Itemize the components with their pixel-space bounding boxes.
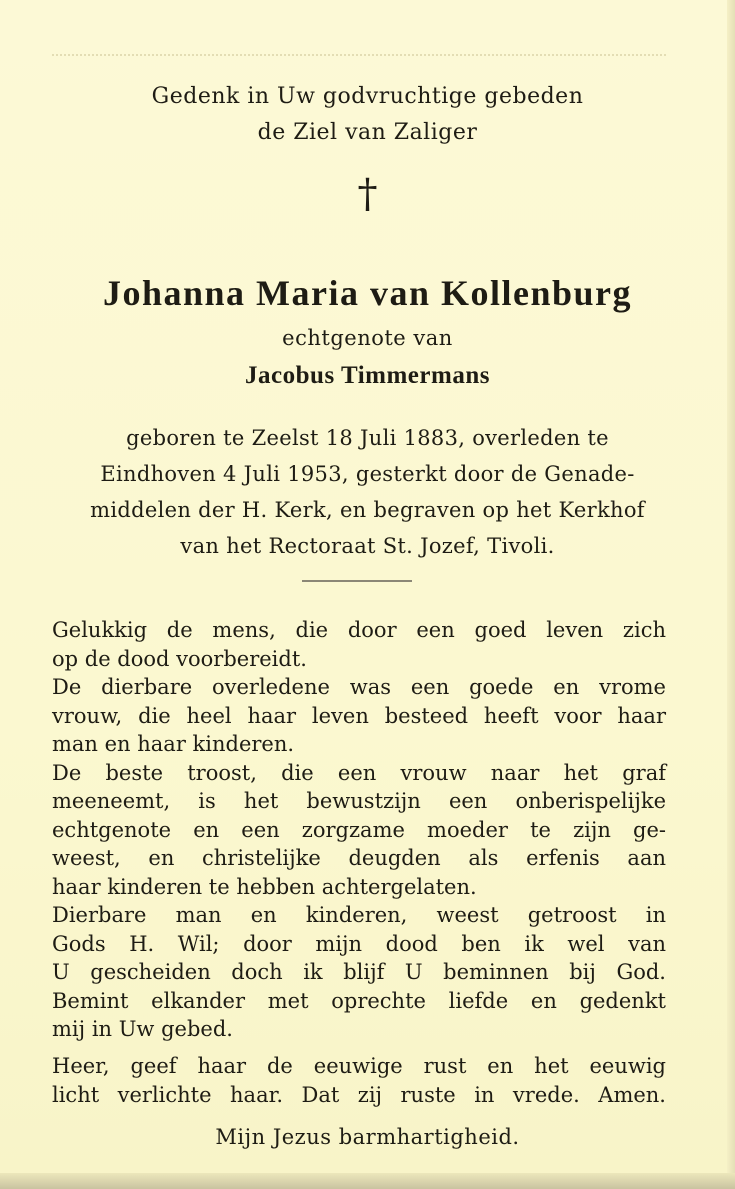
body-line: weest, en christelijke deugden als erfenis aan <box>52 846 666 870</box>
intro-line-2: de Ziel van Zaliger <box>257 120 478 145</box>
body-line: man en haar kinderen. <box>52 732 295 756</box>
top-border <box>52 54 666 58</box>
spouse-prefix: echtgenote van <box>282 326 453 350</box>
body-line: Dierbare man en kinderen, weest getroost in <box>52 903 666 927</box>
body-line: De dierbare overledene was een goede en vrome <box>52 675 666 699</box>
divider <box>302 580 412 582</box>
body-line: mij in Uw gebed. <box>52 1017 233 1041</box>
bio-line: middelen der H. Kerk, en begraven op het Kerkhof <box>90 498 645 522</box>
body-line: De beste troost, die een vrouw naar het graf <box>52 760 666 785</box>
body-line: meeneemt, is het bewustzijn een onberispelijke <box>52 789 666 813</box>
body-line: Gods H. Wil; door mijn dood ben ik wel van <box>52 931 666 956</box>
bio-line: Eindhoven 4 Juli 1953, gesterkt door de Genade- <box>100 462 635 486</box>
body-line: haar kinderen te hebben achtergelaten. <box>52 874 477 899</box>
bio-line: van het Rectoraat St. Jozef, Tivoli. <box>180 534 555 558</box>
body-line: vrouw, die heel haar leven besteed heeft voor haar <box>52 703 666 728</box>
bio-line: geboren te Zeelst 18 Juli 1883, overleden te <box>126 426 609 450</box>
paper-edge-bottom <box>0 1173 735 1189</box>
prayer-text <box>52 1052 666 1109</box>
body-line: Gelukkig de mens, die door een goed leven zich <box>52 618 666 642</box>
deceased-name: Johanna Maria van Kollenburg <box>102 273 633 313</box>
body-line: op de dood voorbereidt. <box>52 646 307 671</box>
paper-edge-right <box>727 0 735 1189</box>
body-line: Bemint elkander met oprechte liefde en gedenkt <box>52 988 666 1013</box>
cross-icon: † <box>357 171 378 217</box>
body-text <box>52 616 666 1044</box>
intro-line-1: Gedenk in Uw godvruchtige gebeden <box>151 84 584 109</box>
body-line: echtgenote en een zorgzame moeder te zijn ge- <box>52 817 666 842</box>
closing-line: Mijn Jezus barmhartigheid. <box>215 1125 520 1149</box>
prayer-line: licht verlichte haar. Dat zij ruste in vrede. Amen. <box>52 1082 666 1107</box>
prayer-line: Heer, geef haar de eeuwige rust en het eeuwig <box>52 1054 666 1078</box>
biography <box>0 420 735 564</box>
spouse-name: Jacobus Timmermans <box>245 362 490 389</box>
body-line: U gescheiden doch ik blijf U beminnen bij God. <box>52 960 666 984</box>
